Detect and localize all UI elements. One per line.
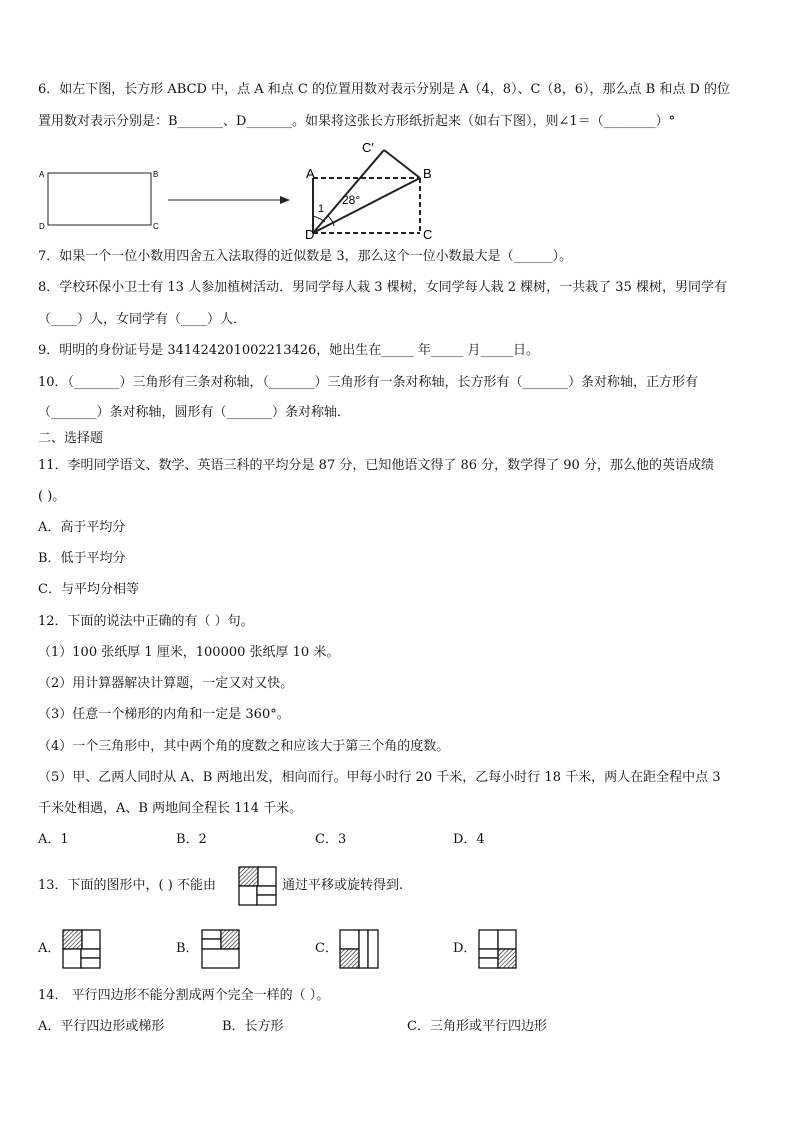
q12-item-4: （4）一个三角形中，其中两个角的度数之和应该大于第三个角的度数。 — [38, 739, 450, 754]
q13-option-a-figure — [62, 929, 102, 970]
left-label-a: A — [39, 170, 45, 179]
q12-item-5: （5）甲、乙两人同时从 A、B 两地出发，相向而行。甲每小时行 20 千米，乙每小时行 18 千米，两人在距全程中点 3 — [38, 770, 721, 785]
q11-option-b: B．低于平均分 — [38, 551, 126, 566]
q11-line2: ( )。 — [38, 489, 66, 504]
q11-option-c: C．与平均分相等 — [38, 582, 139, 597]
q12-option-b: B．2 — [176, 832, 207, 847]
q14-option-b: B．长方形 — [222, 1019, 284, 1034]
q12-option-a: A．1 — [38, 832, 69, 847]
q13-option-c-figure — [339, 929, 380, 970]
folded-rectangle-figure — [298, 138, 438, 242]
q14-option-c: C．三角形或平行四边形 — [407, 1019, 547, 1034]
q13-option-b-label: B． — [176, 941, 199, 956]
q13-stem-a: 13．下面的图形中，( ) 不能由 — [38, 878, 216, 893]
q9-text: 9．明明的身份证号是 341424201002213426，她出生在_____ 年_____ 月_____日。 — [38, 343, 540, 358]
right-label-c-prime: C′ — [362, 140, 374, 155]
section-heading: 二、选择题 — [38, 431, 104, 446]
q12-item-2: （2）用计算器解决计算题，一定又对又快。 — [38, 676, 294, 691]
q6-line1: 6．如左下图，长方形 ABCD 中，点 A 和点 C 的位置用数对表示分别是 A（4，8）、C（8，6），那么点 B 和点 D 的位 — [38, 82, 731, 97]
right-arrow-icon — [168, 193, 292, 207]
right-label-c: C — [423, 227, 433, 242]
q13-option-d-label: D． — [453, 941, 477, 956]
right-label-a: A — [306, 166, 315, 181]
q14-stem: 14． 平行四边形不能分割成两个完全一样的（ ）。 — [38, 988, 330, 1003]
q7-text: 7．如果一个一位小数用四舍五入法取得的近似数是 3，那么这个一位小数最大是（______）。 — [38, 249, 573, 264]
q13-stem-b: 通过平移或旋转得到. — [282, 878, 404, 893]
q11-line1: 11．李明同学语文、数学、英语三科的平均分是 87 分，已知他语文得了 86 分，数学得了 90 分，那么他的英语成绩 — [38, 458, 714, 473]
q11-option-a: A．高于平均分 — [38, 520, 126, 535]
q10-line1: 10．（_______）三角形有三条对称轴，（_______）三角形有一条对称轴，长方形有（_______）条对称轴，正方形有 — [38, 375, 699, 390]
q13-option-a-label: A． — [38, 941, 61, 956]
right-label-b: B — [423, 166, 432, 181]
q12-stem: 12．下面的说法中正确的有（ ）句。 — [38, 614, 254, 629]
q13-option-d-figure — [478, 929, 518, 970]
angle-1-label: 1 — [318, 203, 325, 215]
q12-option-d: D．4 — [453, 832, 485, 847]
q12-item-5-cont: 千米处相遇，A、B 两地间全程长 114 千米。 — [38, 801, 303, 816]
left-label-d: D — [39, 222, 45, 231]
right-label-d: D — [305, 227, 315, 242]
q8-line2: （____）人，女同学有（____）人． — [38, 312, 247, 327]
left-label-c: C — [153, 222, 159, 231]
q14-option-a: A．平行四边形或梯形 — [38, 1019, 165, 1034]
q12-item-1: （1）100 张纸厚 1 厘米，100000 张纸厚 10 米。 — [38, 645, 340, 660]
q13-option-c-label: C． — [315, 941, 338, 956]
q13-reference-figure — [238, 866, 278, 907]
rectangle-abcd-figure — [36, 163, 166, 235]
q13-option-b-figure — [201, 929, 241, 970]
q10-line2: （_______）条对称轴，圆形有（_______）条对称轴． — [38, 405, 351, 420]
q12-option-c: C．3 — [315, 832, 347, 847]
q8-line1: 8．学校环保小卫士有 13 人参加植树活动．男同学每人栽 3 棵树，女同学每人栽 2 棵树，一共栽了 35 棵树，男同学有 — [38, 280, 727, 295]
angle-28-label: 28° — [342, 193, 361, 207]
q6-line2: 置用数对表示分别是：B_______、D_______。如果将这张长方形纸折起来（如右下图），则∠1＝（________）° — [38, 114, 676, 129]
q12-item-3: （3）任意一个梯形的内角和一定是 360°。 — [38, 707, 290, 722]
left-label-b: B — [153, 170, 159, 179]
